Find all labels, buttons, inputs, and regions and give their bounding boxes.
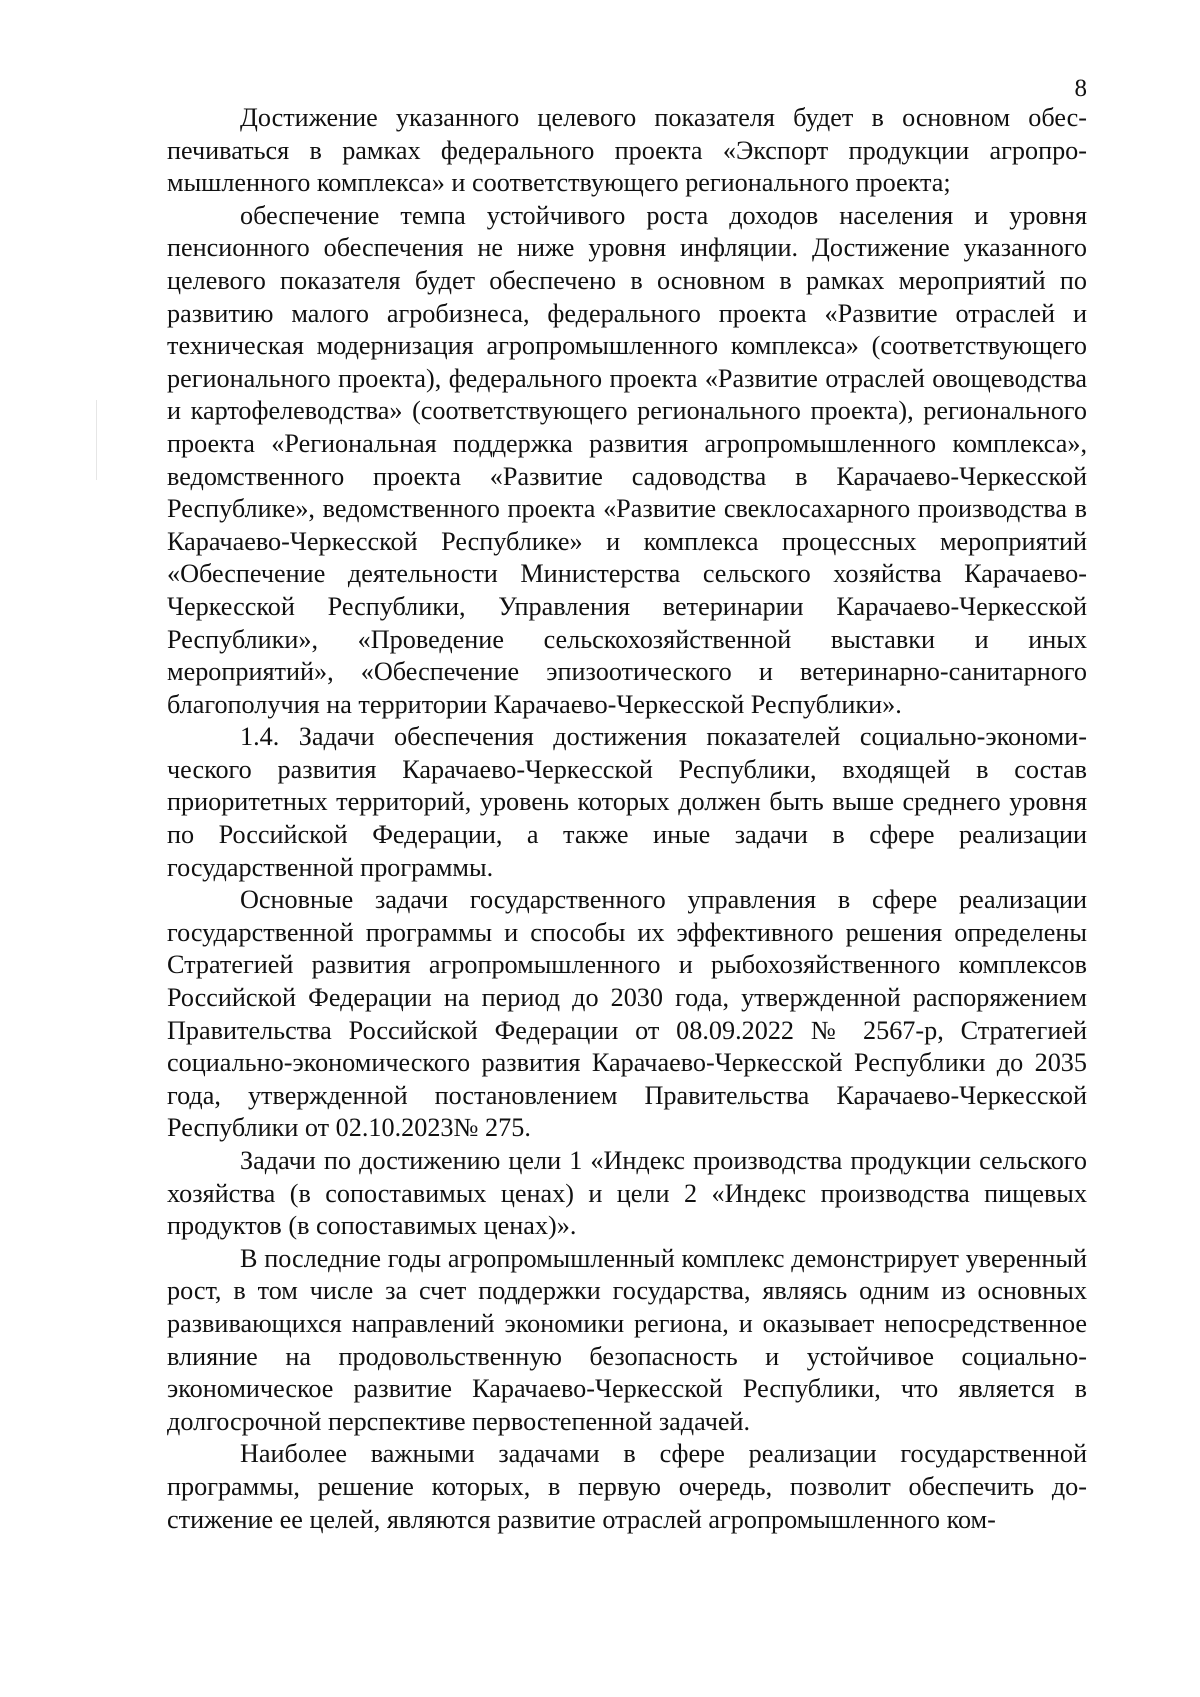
paragraph-agro-growth: В последние годы агропромышленный комплекс демонстрирует уверенный рост, в том числе за счет поддержки государства, являясь одним из основных развивающихся направлений экономики региона, и оказывает непосредственное влияние на продовольственную безопасность и устойчивое социально-экономическое развитие Карачаево-Черкесской Республики, что является в долгосрочной перспективе первостепенной задачей. (167, 1243, 1087, 1436)
paragraph-goal-tasks: Задачи по достижению цели 1 «Индекс производства продукции сельского хозяйства (в сопоставимых ценах) и цели 2 «Индекс производства пищевых продуктов (в сопоставимых ценах)». (167, 1146, 1087, 1241)
scan-edge-mark (96, 400, 97, 480)
paragraph-section-1-4: 1.4. Задачи обеспечения достижения показателей социально-экономического развития Карачаево-Черкесской Республики, входящей в состав приоритетных территорий, уровень которых должен быть выше среднего уровня по Российской Федерации, а также иные задачи в сфере реализации государственной программы. (167, 722, 1087, 882)
paragraph-income-growth: обеспечение темпа устойчивого роста доходов населения и уровня пенсионного обеспечения не ниже уровня инфляции. Достижение указанного целевого показателя будет обеспечено в основном в рамках мероприятий по развитию малого агробизнеса, федерального проекта «Развитие отраслей и техническая модернизация агропромышленного комплекса» (соответствующего регионального проекта), федерального проекта «Развитие отраслей овощеводства и картофелеводства» (соответствующего регионального проекта), регионального проекта «Региональная поддержка развития агропромышленного комплекса», ведомственного проекта «Развитие садоводства в Карачаево-Черкесской Республике», ведомственного проекта «Развитие свеклосахарного производства в Карачаево-Черкесской Республике» и комплекса процессных мероприятий «Обеспечение деятельности Министерства сельского хозяйства Карачаево-Черкесской Республики, Управления ветеринарии Карачаево-Черкесской Республики», «Проведение сельскохозяйственной выставки и иных мероприятий», «Обеспечение эпизоотического и ветеринарно-санитарного благополучия на территории Карачаево-Черкесской Республики». (167, 200, 1087, 719)
page-number: 8 (1074, 75, 1087, 102)
document-body (167, 102, 1087, 1536)
paragraph-main-tasks: Основные задачи государственного управления в сфере реализации государственной программы и способы их эффективного решения определены Стратегией развития агропромышленного и рыбохозяйственного комплексов Российской Федерации на период до 2030 года, утвержденной распоряжением Правительства Российской Федерации от 08.09.2022 № 2567-р, Стратегией социально-экономического развития Карачаево-Черкесской Республики до 2035 года, утвержденной постановлением Правительства Карачаево-Черкесской Республики от 02.10.2023№ 275. (167, 885, 1087, 1143)
paragraph-key-tasks: Наиболее важными задачами в сфере реализации государственной программы, решение которых, в первую очередь, позволит обеспечить достижение ее целей, являются развитие отраслей агропромышленного ком- (167, 1439, 1087, 1534)
paragraph-export-target: Достижение указанного целевого показателя будет в основном обеспечиваться в рамках федерального проекта «Экспорт продукции агропромышленного комплекса» и соответствующего регионального проекта; (167, 103, 1087, 198)
